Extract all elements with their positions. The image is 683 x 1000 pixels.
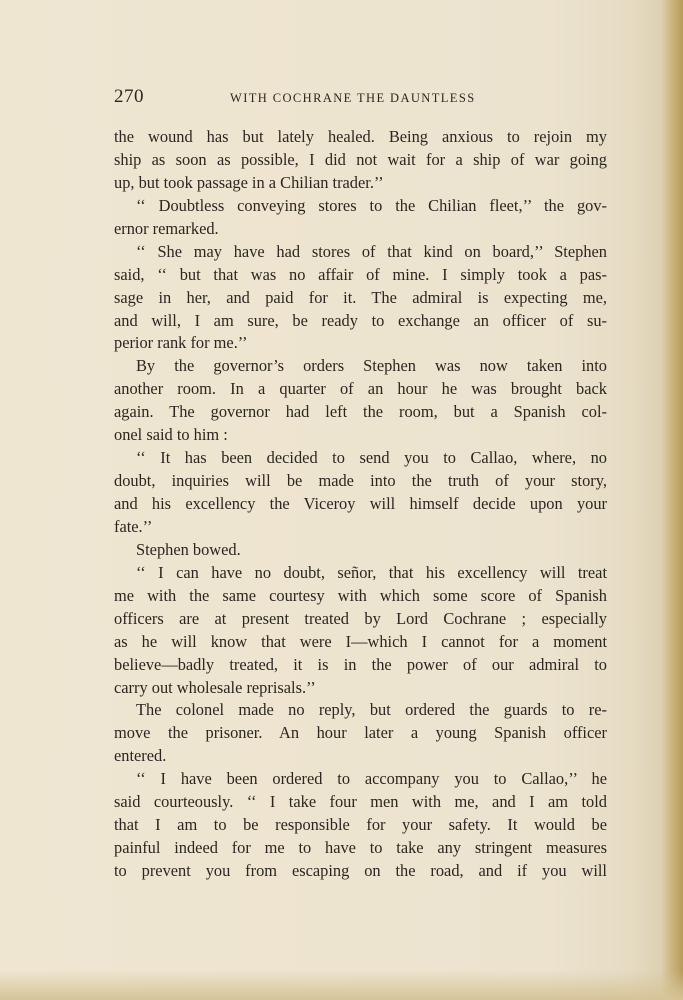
text-line: as he will know that were I—which I cannot for a moment [114, 631, 607, 651]
text-line: said, ‘‘ but that was no affair of mine. I simply took a pas- [114, 264, 607, 284]
body-text [114, 126, 607, 883]
text-line: onel said to him : [114, 425, 228, 445]
text-line: another room. In a quarter of an hour he was brought back [114, 379, 607, 399]
text-line: said courteously. ‘‘ I take four men with me, and I am told [114, 792, 607, 812]
text-line: ‘‘ Doubtless conveying stores to the Chilian fleet,’’ the gov- [136, 195, 607, 215]
page-header [114, 86, 608, 110]
text-line: perior rank for me.’’ [114, 333, 248, 353]
text-line: officers are at present treated by Lord Cochrane ; especially [114, 608, 607, 628]
text-line: ernor remarked. [114, 218, 219, 238]
text-line: ship as soon as possible, I did not wait for a ship of war going [114, 149, 607, 169]
text-line: sage in her, and paid for it. The admiral is expecting me, [114, 287, 607, 307]
text-line: ‘‘ I can have no doubt, señor, that his excellency will treat [136, 562, 607, 582]
text-line: move the prisoner. An hour later a young Spanish officer [114, 723, 607, 743]
page-edge-shadow [661, 0, 683, 1000]
text-line: ‘‘ I have been ordered to accompany you to Callao,’’ he [136, 769, 607, 789]
text-line: and his excellency the Viceroy will himself decide upon your [114, 494, 607, 513]
text-line: Stephen bowed. [136, 539, 241, 559]
text-line: doubt, inquiries will be made into the truth of your story, [114, 471, 607, 491]
text-line: ‘‘ It has been decided to send you to Callao, where, no [136, 448, 607, 468]
page-bottom-shadow [0, 970, 683, 1000]
text-line: By the governor’s orders Stephen was now taken into [136, 356, 607, 376]
page-number: 270 [114, 86, 144, 107]
text-line: to prevent you from escaping on the road, and if you will [114, 861, 607, 880]
text-line: entered. [114, 746, 167, 766]
text-line: fate.’’ [114, 516, 153, 536]
text-line: carry out wholesale reprisals.’’ [114, 677, 316, 697]
text-line: The colonel made no reply, but ordered the guards to re- [136, 700, 607, 720]
text-line: that I am to be responsible for your safety. It would be [114, 815, 607, 835]
text-line: the wound has but lately healed. Being anxious to rejoin my [114, 127, 607, 146]
text-line: believe—badly treated, it is in the power of our admiral to [114, 654, 607, 674]
text-line: up, but took passage in a Chilian trader.’’ [114, 172, 384, 192]
text-line: painful indeed for me to have to take any stringent measures [114, 838, 607, 858]
text-line: and will, I am sure, be ready to exchange an officer of su- [114, 310, 607, 330]
running-head: WITH COCHRANE THE DAUNTLESS [230, 91, 476, 105]
text-line: ‘‘ She may have had stores of that kind on board,’’ Stephen [136, 241, 607, 261]
text-line: me with the same courtesy with which some score of Spanish [114, 585, 607, 605]
text-line: again. The governor had left the room, but a Spanish col- [114, 402, 607, 422]
